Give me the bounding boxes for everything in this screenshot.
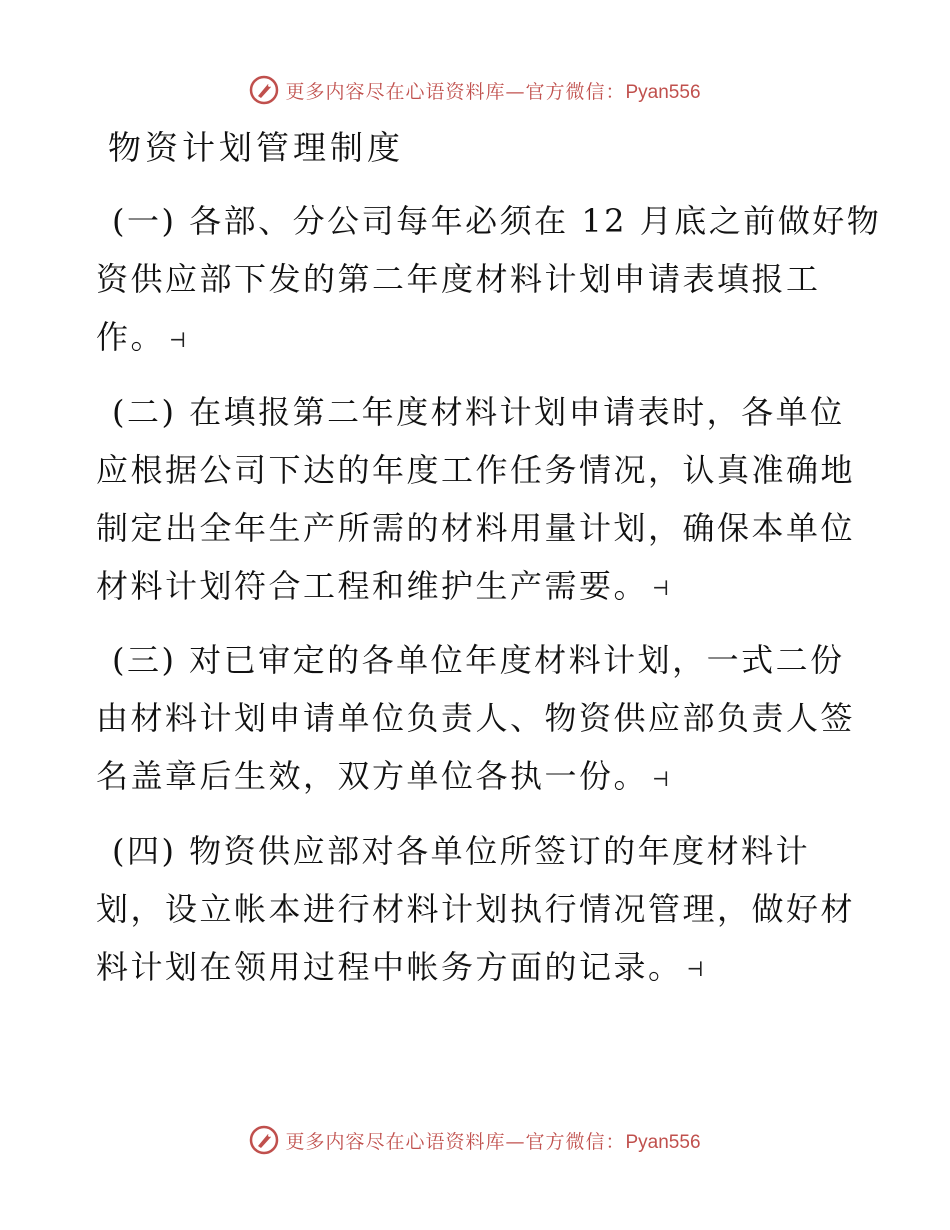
paragraph (96, 383, 856, 618)
paragraph-line: 资供应部下发的第二年度材料计划申请表填报工 (96, 260, 821, 298)
paragraph-line: (二) 在填报第二年度材料计划申请表时，各单位 (112, 392, 845, 431)
paragraph-line: 名盖章后生效，双方单位各执一份。 ⊣ (96, 747, 856, 808)
paragraph-line: 由材料计划申请单位负责人、物资供应部负责人签 (96, 699, 856, 737)
paragraph-line: 作。 ⊣ (96, 308, 856, 369)
document-body (96, 192, 882, 1012)
paragraph-line: 材料计划符合工程和维护生产需要。 ⊣ (96, 557, 856, 618)
paragraph-line: 划，设立帐本进行材料计划执行情况管理，做好材 (96, 889, 856, 928)
pen-nib-icon (249, 1125, 279, 1155)
paragraph-mark-icon: ⊣ (652, 766, 670, 791)
paragraph-line: (四) 物资供应部对各单位所签订的年度材料计 (112, 831, 811, 870)
paragraph (96, 192, 882, 369)
paragraph-line: (一) 各部、分公司每年必须在 12 月底之前做好物 (112, 202, 882, 240)
paragraph-mark-icon: ⊣ (652, 576, 670, 600)
paragraph (96, 631, 856, 808)
paragraph-line: (三) 对已审定的各单位年度材料计划，一式二份 (112, 641, 845, 679)
watermark-text: 更多内容尽在心语资料库—官方微信：Pyan556 (285, 80, 701, 103)
document-title: 物资计划管理制度 (108, 128, 404, 167)
watermark-banner-top (0, 70, 950, 110)
watermark-text: 更多内容尽在心语资料库—官方微信：Pyan556 (285, 1130, 701, 1153)
watermark-banner-bottom (0, 1120, 950, 1160)
paragraph-mark-icon: ⊣ (169, 327, 187, 352)
paragraph-mark-icon: ⊣ (686, 957, 704, 981)
paragraph-line: 应根据公司下达的年度工作任务情况，认真准确地 (96, 450, 856, 489)
pen-nib-icon (249, 75, 279, 105)
paragraph (96, 822, 856, 999)
paragraph-line: 料计划在领用过程中帐务方面的记录。 ⊣ (96, 938, 856, 999)
paragraph-line: 制定出全年生产所需的材料用量计划，确保本单位 (96, 508, 856, 547)
